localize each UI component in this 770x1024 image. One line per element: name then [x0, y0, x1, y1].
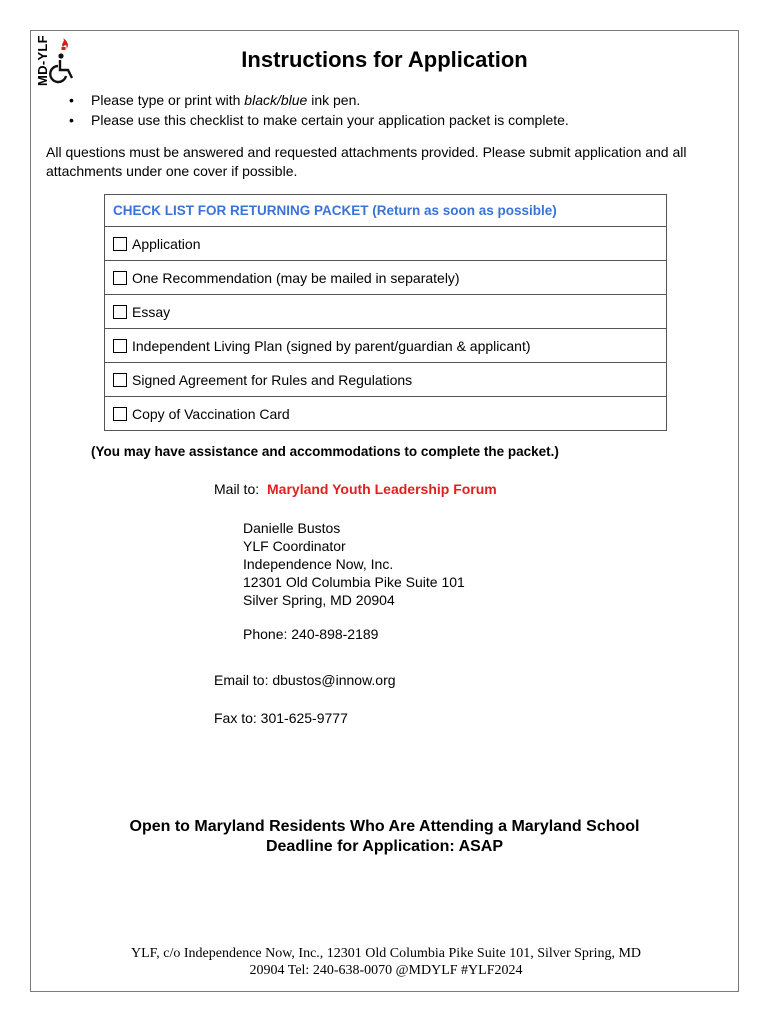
- email-line: Email to: dbustos@innow.org: [214, 672, 396, 688]
- checklist-item: [105, 363, 667, 397]
- footer-line: 20904 Tel: 240-638-0070 @MDYLF #YLF2024: [249, 963, 523, 978]
- bullet-ink-emphasis: black/blue: [244, 92, 308, 108]
- address-line: Silver Spring, MD 20904: [243, 592, 395, 608]
- checklist-label: Essay: [132, 303, 171, 320]
- checklist-label: Application: [132, 235, 201, 252]
- checklist-item: [105, 397, 667, 431]
- mailing-address: [243, 519, 465, 609]
- eligibility-deadline: [31, 817, 738, 857]
- phone-line: Phone: 240-898-2189: [243, 626, 379, 642]
- fax-line: Fax to: 301-625-9777: [214, 710, 348, 726]
- eligibility-line: Open to Maryland Residents Who Are Attending a Maryland School: [129, 818, 640, 835]
- checkbox-recommendation[interactable]: [113, 271, 127, 285]
- page-footer: [91, 945, 681, 979]
- assistance-note: (You may have assistance and accommodations to complete the packet.): [91, 444, 559, 459]
- checkbox-essay[interactable]: [113, 305, 127, 319]
- checklist-label: Copy of Vaccination Card: [132, 405, 290, 422]
- mail-to-line: [214, 481, 497, 497]
- checkbox-vaccination-card[interactable]: [113, 407, 127, 421]
- bullet-checklist: • Please use this checklist to make certain your application packet is complete.: [69, 110, 569, 130]
- checklist-item: [105, 261, 667, 295]
- address-line: 12301 Old Columbia Pike Suite 101: [243, 574, 465, 590]
- instruction-bullets: [69, 90, 569, 130]
- address-line: YLF Coordinator: [243, 538, 346, 554]
- checklist-label: Signed Agreement for Rules and Regulations: [132, 371, 413, 388]
- checklist-label: One Recommendation (may be mailed in separately): [132, 269, 460, 286]
- checkbox-signed-agreement[interactable]: [113, 373, 127, 387]
- bullet-ink-pre: Please type or print with: [91, 92, 245, 108]
- footer-line: YLF, c/o Independence Now, Inc., 12301 Old Columbia Pike Suite 101, Silver Spring, MD: [130, 946, 642, 961]
- deadline-line: Deadline for Application: ASAP: [265, 838, 504, 855]
- bullet-ink-post: ink pen.: [307, 92, 361, 108]
- address-line: Danielle Bustos: [243, 520, 341, 536]
- checklist-item: [105, 227, 667, 261]
- logo-text: MD-YLF: [35, 35, 50, 86]
- bullet-ink: [69, 90, 569, 110]
- checklist-item: [105, 329, 667, 363]
- checklist-label: Independent Living Plan (signed by parent/guardian & applicant): [132, 337, 531, 354]
- intro-paragraph: All questions must be answered and requested attachments provided. Please submit application and all attachments under one cover if possible.: [46, 144, 687, 179]
- mail-to-organization: Maryland Youth Leadership Forum: [267, 481, 497, 497]
- mail-to-label: Mail to:: [214, 481, 260, 497]
- checklist-header: CHECK LIST FOR RETURNING PACKET (Return as soon as possible): [105, 195, 667, 227]
- checkbox-application[interactable]: [113, 237, 127, 251]
- checklist-table: [104, 194, 667, 431]
- checklist-item: [105, 295, 667, 329]
- page-title: Instructions for Application: [241, 47, 528, 72]
- address-line: Independence Now, Inc.: [243, 556, 394, 572]
- checkbox-living-plan[interactable]: [113, 339, 127, 353]
- document-page: [30, 30, 739, 992]
